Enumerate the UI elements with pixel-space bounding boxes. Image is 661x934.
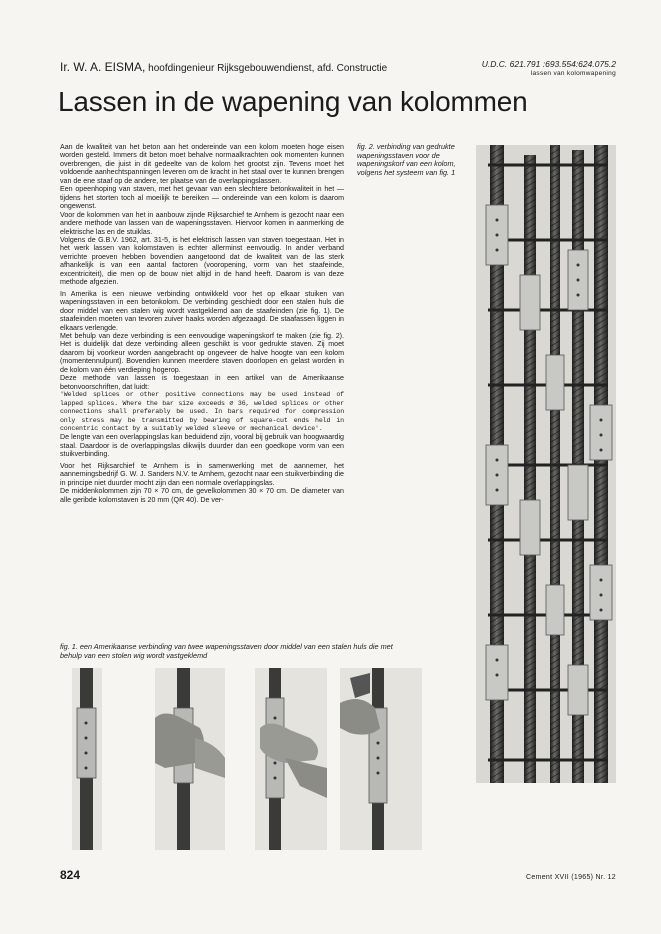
paragraph: In Amerika is een nieuwe verbinding ontwikkeld voor het op elkaar stuiken van wapeningsstaven in een betonkolom. De verbinding geschiedt door een stalen huls die door middel van een stalen wig wordt vastgeklemd aan de staafeinden (zie fig. 1). De staafeinden moeten van tevoren zuiver haaks worden afgezaagd. De staafassen liggen in elkaars verlengde. bbox=[60, 289, 344, 332]
paragraph: Met behulp van deze verbinding is een eenvoudige wapeningskorf te maken (zie fig. 2). Het is duidelijk dat deze verbinding alleen geschikt is voor gedrukte staven. Zij moet daarom bij voorkeur worden aangebracht op ongeveer de halve hoogte van een kolom (momentennulpunt). Bovendien kunnen meerdere staven doorlopen en gelast worden in de kolom van één verdieping hogerop. bbox=[60, 331, 344, 374]
paragraph: De middenkolommen zijn 70 × 70 cm, de gevelkolommen 30 × 70 cm. De diameter van alle geribde kolomstaven is 20 mm (QR 40). De ver- bbox=[60, 487, 344, 504]
paragraph: Een opeenhoping van staven, met het gevaar van een slechtere betonkwaliteit in het — tijdens het storten toch al moeilijk te bereiken — ondereinde van een kolom is daarom ongewenst. bbox=[60, 185, 344, 211]
reinforcement-cage-image bbox=[476, 145, 616, 783]
journal-reference: Cement XVII (1965) Nr. 12 bbox=[526, 874, 616, 881]
paragraph: Volgens de G.B.V. 1962, art. 31-5, is het elektrisch lassen van staven toegestaan. Het in het werk lassen van kolomstaven is echter allerminst eenvoudig. In ander verband verrichte proeven hebben bovendien aangetoond dat de kwaliteit van de las sterk afhankelijk is van een aantal factoren (vooropening, vorm van het staafeinde, excentriciteit), die men op de bouw niet altijd in de hand heeft. Daarom is van deze methode afgezien. bbox=[60, 235, 344, 287]
splice-step-4-image bbox=[340, 668, 422, 850]
udc-block bbox=[482, 59, 616, 79]
splice-step-1-image bbox=[72, 668, 102, 850]
article-title: Lassen in de wapening van kolommen bbox=[58, 86, 528, 117]
fig2-caption: fig. 2. verbinding van gedrukte wapeningsstaven voor de wapeningskorf van een kolom, volgens het systeem van fig. 1 bbox=[357, 142, 456, 177]
paragraph: De lengte van een overlappingslas kan beduidend zijn, vooral bij gebruik van hoogwaardig staal. Daardoor is de overlappingslas dikwijls duurder dan een goedkope vorm van een stuikverbinding. bbox=[60, 433, 344, 459]
author-name: Ir. W. A. EISMA, bbox=[60, 60, 146, 74]
page-number: 824 bbox=[60, 868, 81, 882]
author-role: hoofdingenieur Rijksgebouwendienst, afd. Constructie bbox=[148, 63, 388, 74]
author-line bbox=[60, 60, 387, 74]
fig1-photo-3 bbox=[255, 668, 327, 850]
fig1-photo-4 bbox=[340, 668, 422, 850]
fig1-caption: fig. 1. een Amerikaanse verbinding van twee wapeningsstaven door middel van een stalen huls die met behulp van een stolen wig wordt vastgeklemd bbox=[60, 642, 393, 660]
paragraph: Voor de kolommen van het in aanbouw zijnde Rijksarchief te Arnhem is gezocht naar een andere methode van lassen van de wapeningsstaven. Hiervoor komen in aanmerking de elektrische las en de stuiklas. bbox=[60, 210, 344, 236]
paragraph: Deze methode van lassen is toegestaan in een artikel van de Amerikaanse betonvoorschriften, dat luidt: bbox=[60, 374, 344, 391]
fig2-photo bbox=[476, 145, 616, 783]
splice-step-3-image bbox=[255, 668, 327, 850]
paragraph: Aan de kwaliteit van het beton aan het ondereinde van een kolom moeten hoge eisen worden gesteld. Immers dit beton moet behalve normaalkrachten ook momenten kunnen overbrengen, die juist in dit gedeelte van de kolom het grootst zijn. Tevens moet het voldoende aanhechtspanningen leveren om de kracht in het staal over te kunnen brengen van de ene staaf op de andere, ter plaatse van de overlappingslassen. bbox=[60, 143, 344, 185]
udc-subject: lassen van kolomwapening bbox=[530, 70, 616, 77]
fig1-photo-1 bbox=[72, 668, 102, 850]
udc-code: U.D.C. 621.791 :693.554:624.075.2 bbox=[481, 59, 616, 69]
article-body bbox=[60, 143, 344, 504]
paragraph: Voor het Rijksarchief te Arnhem is in samenwerking met de aannemer, het aannemingsbedrijf G. W. J. Sanders N.V. te Arnhem, gezocht naar een stuikverbinding die in principe niet duurder mocht zijn dan een normale overlappingslas. bbox=[60, 461, 344, 487]
fig1-photo-2 bbox=[155, 668, 225, 850]
quote-paragraph: 'Welded splices or other positive connections may be used instead of lapped splices. Where the bar size exceeds ∅ 36, welded splices or other connections shall preferably be used. In bars required for compression only stress may be transmitted by bearing of square-cut ends held in concentric contact by a suitably welded sleeve or mechanical device'. bbox=[60, 391, 344, 432]
splice-step-2-image bbox=[155, 668, 225, 850]
